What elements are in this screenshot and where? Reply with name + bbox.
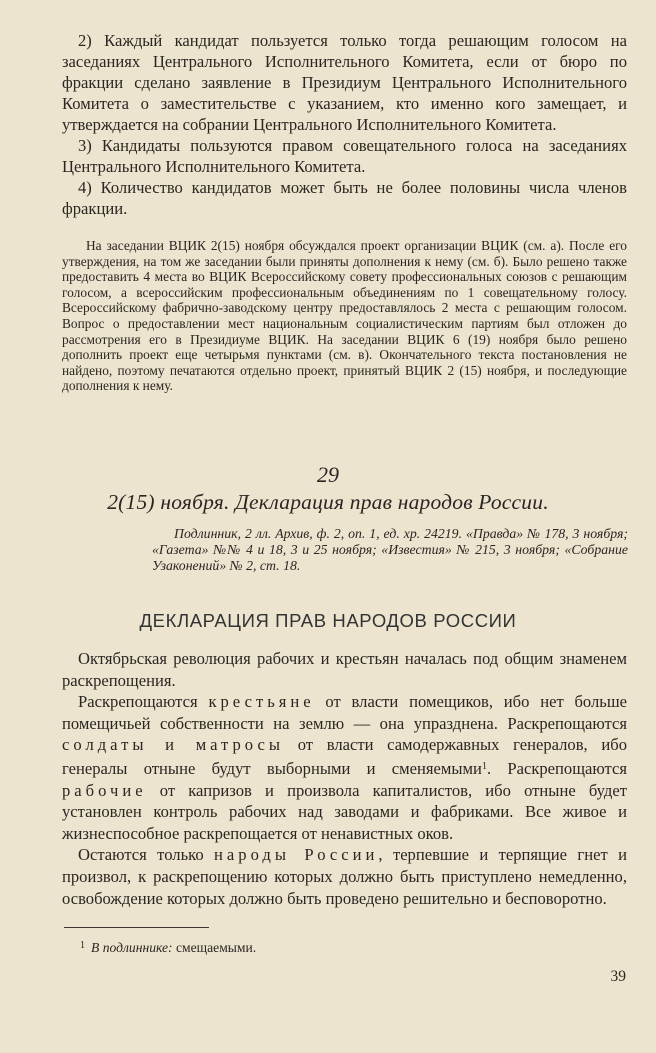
section-title: ДЕКЛАРАЦИЯ ПРАВ НАРОДОВ РОССИИ <box>139 610 517 631</box>
paragraph-item-2: 2) Каждый кандидат пользуется только тогда решающим голосом на заседаниях Центрального Исполнительного Комитета, если от бюро по фракции сделано заявление в Президиум Центрального Исполнительного Комитета о заместительстве с указанием, кто именно кого замещает, и утверждается на собрании Центрального Исполнительного Комитета. <box>62 31 627 134</box>
text-run: . Раскрепощаются <box>486 758 627 778</box>
footnote-text: смещаемыми. <box>172 940 257 955</box>
text-run: Раскрепощаются <box>78 692 209 712</box>
document-heading: 2(15) ноября. Декларация прав народов России. <box>107 490 549 514</box>
spaced-word: народы России <box>214 845 379 865</box>
text-run: , терпевшие и терпящие гнет и произвол, к раскрепощению которых должно быть приступлено немедленно, освобождение которых должно быть проведено решительно и бесповоротно. <box>62 845 627 908</box>
spaced-word: крестьяне <box>208 692 315 712</box>
editorial-note-text: На заседании ВЦИК 2(15) ноября обсуждался проект организации ВЦИК (см. а). После его утверждения, на том же заседании были приняты дополнения к нему (см. б). Было решено также предоставить 4 места во ВЦИК Всероссийскому совету профессиональных союзов с решающим голосом, а всероссийским профессиональным объединениям по 1 совещательному голосу. Всероссийскому фабрично-заводскому центру предоставлялось 2 места с решающим голосом. Вопрос о предоставлении мест национальным социалистическим партиям был отложен до рассмотрения его в Президиуме ВЦИК. На заседании ВЦИК 6 (19) ноября было решено дополнить проект еще четырьмя пунктами (см. в). Окончательного текста постановления не найдено, поэтому печатаются отдельно проект, принятый ВЦИК 2 (15) ноября, и последующие дополнения к нему. <box>62 238 627 394</box>
document-number: 29 <box>317 462 339 487</box>
text-run: Остаются только <box>78 845 215 865</box>
declaration-paragraph-3 <box>62 844 627 909</box>
page-number: 39 <box>610 968 626 985</box>
spaced-word: солдаты и матросы <box>62 735 285 755</box>
footnote <box>80 940 256 956</box>
source-note-text: Подлинник, 2 лл. Архив, ф. 2, оп. 1, ед. хр. 24219. «Правда» № 178, 3 ноября; «Газета» №№ 4 и 18, 3 и 25 ноября; «Известия» № 215, 3 ноября; «Собрание Узаконений» № 2, ст. 18. <box>152 526 628 573</box>
text-run: от власти помещиков, ибо нет больше помещичьей собственности на землю — она упразднена. Раскрепощаются <box>62 692 628 733</box>
top-paragraphs <box>62 30 627 219</box>
text-run: от власти самодержавных генералов, ибо генералы отныне будут выборными и сменяемыми <box>62 735 627 778</box>
footnote-divider <box>64 927 209 928</box>
declaration-paragraph-1: Октябрьская революция рабочих и крестьян началась под общим знаменем раскрепощения. <box>62 649 627 690</box>
spaced-word: рабочие <box>62 780 147 800</box>
paragraph-item-3: 3) Кандидаты пользуются правом совещательного голоса на заседаниях Центрального Исполнительного Комитета. <box>62 136 627 176</box>
paragraph-item-4: 4) Количество кандидатов может быть не более половины числа членов фракции. <box>62 178 627 218</box>
footnote-mark: 1 <box>80 940 85 951</box>
source-note <box>152 526 628 574</box>
declaration-body <box>62 648 627 909</box>
footnote-label: В подлиннике: <box>91 940 173 955</box>
text-run: от капризов и произвола капиталистов, ибо отныне будет установлен контроль рабочих над заводами и фабриками. Все живое и жизнеспособное раскрепощается от ненавистных оков. <box>62 780 627 843</box>
footnote-ref: 1 <box>481 760 487 772</box>
declaration-paragraph-2 <box>62 691 627 844</box>
editorial-note <box>62 238 627 394</box>
